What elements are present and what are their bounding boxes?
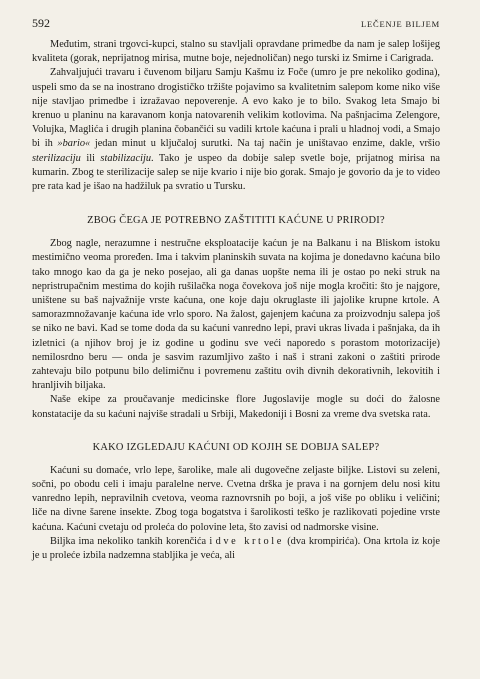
page-number: 592 <box>32 16 50 30</box>
paragraph-2-text-a: Zahvaljujući travaru i čuvenom biljaru Samju Kašmu iz Foče (umro je pre nekoliko godina), uspeli smo da se na inostrano drogističko tržište pojavimo sa kvalitetnim salepom kome niko više nije stavljao primedbe i izražavao nepoverenje. A evo kako je to bilo. Svakog leta Smajo bi krenuo u planinu na karavanom konja natovarenih velikim kotlovima. Na pašnjacima Zelengore, Volujka, Maglića i drugih planina čobančići su vadili krtole kaćuna i prali u hladnoj vodi, a Smajo bi ih <box>32 67 440 150</box>
paragraph-3: Zbog nagle, nerazumne i nestručne eksploatacije kaćun je na Balkanu i na Bliskom istoku mestimično veoma proređen. Ima i takvim planinskih suvata na kojima je donedavno kaćuna bilo tako mnogo kao da ga je neko posejao, ali ga danas uopšte nema ili je ostao po neki struk na nepristrupačnim mestima do kojih rušilačka noga čovekova još nije mogla kročiti: što je najgore, uništene su baš najvažnije vrste kaćuna, one koje daju okruglaste ili jajolike krupne krtole. A samorazmnožavanje kaćuna ide vrlo sporo. Na žalost, gajenjem kaćuna za proizvodnju salepa još se niko ne bavi. Kad se tome doda da su kaćuni vanredno lepi, pravi ukras livada i pašnjaka, da ih izletnici (a njihov broj je iz godine u godinu sve veći naporedo s porastom motorizacije) nemilosrdno beru — onda je sasvim razumljivo zašto i naš i strani zakoni o zaštiti prirode zahtevaju bilo potpunu bilo delimičnu i povremenu zaštitu ovih divnih dekorativnih, lekovitih i hranljivih biljaka. <box>32 238 440 392</box>
section-heading-protection: ZBOG ČEGA JE POTREBNO ZAŠTITITI KAĆUNE U PRIRODI? <box>87 215 385 227</box>
paragraph-6 <box>32 535 440 563</box>
running-head: LEČENJE BILJEM <box>361 19 440 29</box>
paragraph-2-italic-sterilizaciju: sterilizaciju <box>32 152 81 164</box>
paragraph-5: Kaćuni su domaće, vrlo lepe, šarolike, male ali dugovečne zeljaste biljke. Listovi su zeleni, sočni, po obodu celi i imaju paralelne nerve. Cvetna drška je prava i na gornjem delu nosi kitu vanredno lepih, nepravilnih cvetova, veoma raznovrsnih po boji, a još više po obliku i veličini; liče na divne šarene insekte. Zbog toga bogatstva i šarolikosti teško je razlikovati pojedine vrste kaćuna. Kaćuni cvetaju od proleća do polovine leta, što zavisi od nadmorske visine. <box>32 464 440 533</box>
paragraph-6-spaced-dve-krtole: dve krtole <box>215 535 284 547</box>
paragraph-2-text-g: . Tako je uspeo da dobije salep svetle boje, prijatnog mirisa na kumarin. Zbog te sterilizacije salep se nije kvario i nije bio gorak. Smajo je govorio da je to video pre rata kad je išao na hadžiluk pa svratio u Tursku. <box>32 152 441 193</box>
paragraph-6-text-c: (dva krompirića). Ona krtola iz koje je u proleće izbila nadzemna stabljika je veća, ali <box>32 535 440 562</box>
paragraph-2-text-e: ili <box>80 152 101 164</box>
paragraph-2-italic-stabilizaciju: stabilizaciju <box>100 152 151 164</box>
paragraph-2-italic-bario: »bario« <box>57 138 91 150</box>
section-heading-appearance: KAKO IZGLEDAJU KAĆUNI OD KOJIH SE DOBIJA SALEP? <box>92 441 380 453</box>
paragraph-4: Naše ekipe za proučavanje medicinske flore Jugoslavije mogle su doći do žalosne konstatacije da su kaćuni najviše stradali u Srbiji, Makedoniji i Bosni za vreme dva svetska rata. <box>32 394 440 420</box>
page-body <box>32 38 440 563</box>
paragraph-2 <box>32 66 440 194</box>
paragraph-2-text-c: jedan minut u ključaloj surutki. Na taj način je uništavao enzime, dakle, vršio <box>90 138 441 150</box>
paragraph-1: Međutim, strani trgovci-kupci, stalno su stavljali opravdane primedbe da nam je salep lošijeg kvaliteta (gorak, neprijatnog mirisa, mutne boje, nejednoličan) nego turski iz Smirne i Carigrada. <box>32 39 440 65</box>
paragraph-6-text-a: Biljka ima nekoliko tankih korenčića i <box>50 535 216 547</box>
page-header <box>32 16 440 31</box>
